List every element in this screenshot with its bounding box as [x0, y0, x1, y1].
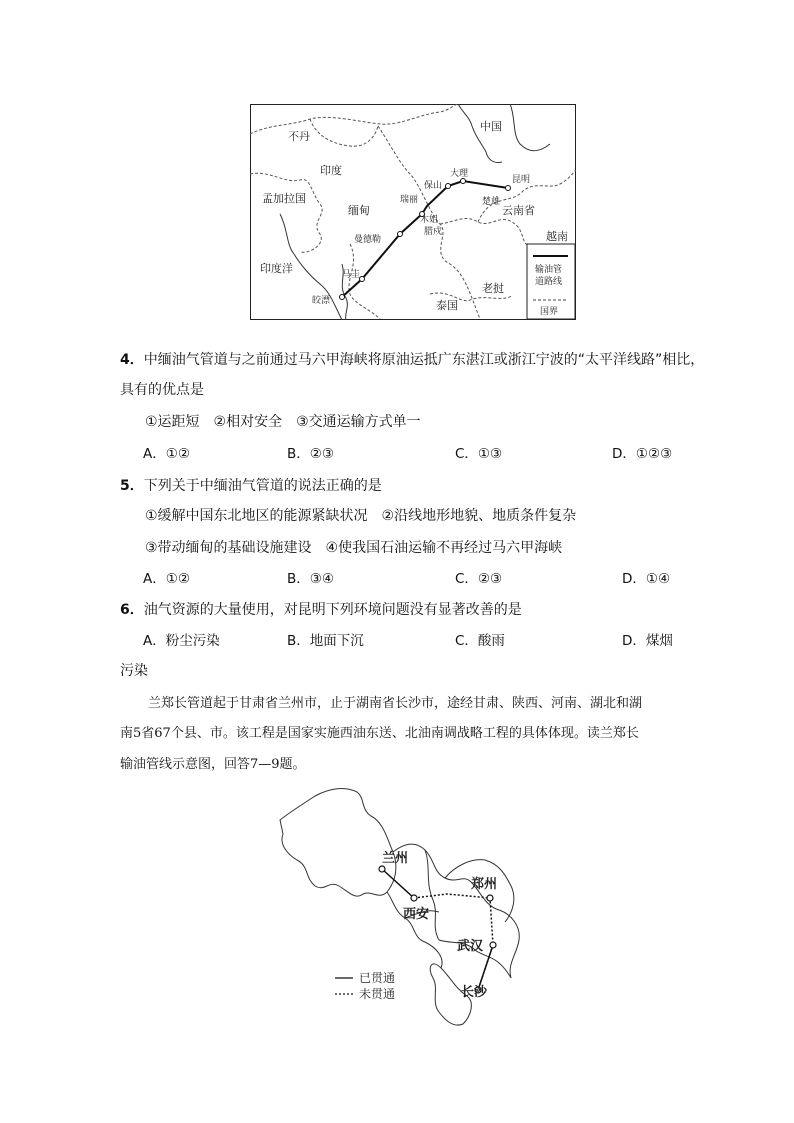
node-wuhan	[490, 942, 496, 948]
intro-line1: 兰郑长管道起于甘肃省兰州市，止于湖南省长沙市，途经甘肃、陕西、河南、湖北和湖	[148, 696, 643, 711]
q5-statements-line2: ③带动缅甸的基础设施建设 ④使我国石油运输不再经过马六甲海峡	[145, 540, 563, 556]
q4-option-a[interactable]: A．①②	[143, 446, 190, 462]
label-bangladesh: 孟加拉国	[262, 192, 306, 205]
q4-stem-line1	[120, 350, 704, 370]
label-baoshan: 保山	[424, 181, 443, 191]
label-ruili: 瑞丽	[400, 195, 419, 205]
label-muse: 木姐	[420, 215, 439, 225]
q6-option-d-wrap: 污染	[120, 663, 148, 679]
china-myanmar-pipeline-map	[250, 104, 576, 320]
label-indian-ocean: 印度洋	[260, 262, 293, 275]
q4-statements: ①运距短 ②相对安全 ③交通运输方式单一	[145, 414, 421, 430]
q5-number: 5．	[120, 478, 144, 494]
label-lashio: 腊戍	[424, 227, 443, 237]
label-china: 中国	[480, 120, 502, 133]
legend-not-completed: 未贯通	[359, 987, 396, 1001]
q6-option-b[interactable]: B．地面下沉	[287, 633, 364, 649]
label-chuxiong: 楚雄	[482, 197, 501, 207]
label-dali: 大理	[450, 169, 469, 179]
label-laos: 老挝	[482, 282, 504, 295]
q6-number: 6．	[120, 602, 144, 618]
q5-option-d[interactable]: D．①④	[622, 571, 671, 587]
legend-border: 国界	[540, 307, 559, 317]
label-vietnam: 越南	[546, 230, 568, 243]
label-xian: 西安	[403, 907, 430, 922]
q5-option-b[interactable]: B．③④	[287, 571, 334, 587]
q5-stem-text: 下列关于中缅油气管道的说法正确的是	[143, 478, 382, 494]
intro-line2: 南5省67个县、市。该工程是国家实施西油东送、北油南调战略工程的具体体现。读兰郑长	[120, 726, 639, 741]
label-wuhan: 武汉	[457, 939, 484, 954]
q4-stem-line2: 具有的优点是	[120, 382, 204, 398]
label-mandalay: 曼德勒	[354, 235, 382, 245]
intro-line3: 输油管线示意图，回答7—9题。	[120, 757, 306, 772]
legend-pipeline-2: 道路线	[535, 277, 563, 287]
q4-option-d[interactable]: D．①②③	[612, 446, 673, 462]
q5-option-c[interactable]: C．②③	[455, 571, 503, 587]
label-changsha: 长沙	[461, 985, 488, 1000]
node-lanzhou	[379, 866, 385, 872]
label-yunnan: 云南省	[502, 204, 535, 217]
label-magway: 马圭	[342, 270, 361, 280]
q4-option-c[interactable]: C．①③	[455, 446, 503, 462]
node-xian	[411, 895, 417, 901]
q4-number: 4．	[120, 352, 144, 368]
q4-option-b[interactable]: B．②③	[287, 446, 334, 462]
label-bhutan: 不丹	[288, 130, 310, 143]
lanzhengchang-pipeline-map	[275, 782, 540, 1028]
label-lanzhou: 兰州	[382, 851, 409, 866]
legend-completed: 已贯通	[359, 971, 396, 985]
label-india: 印度	[320, 164, 342, 177]
q6-option-d[interactable]: D．煤烟	[622, 633, 673, 649]
pipeline-completed-lanzhou-xian	[382, 869, 414, 898]
legend-pipeline-1: 输油管	[535, 265, 563, 275]
label-kyaukpyu: 皎漂	[312, 296, 331, 306]
q6-option-c[interactable]: C．酸雨	[455, 633, 505, 649]
q6-option-a[interactable]: A．粉尘污染	[143, 633, 220, 649]
q4-stem-text: 中缅油气管道与之前通过马六甲海峡将原油运抵广东湛江或浙江宁波的“太平洋线路”相比，	[143, 352, 705, 368]
q6-stem	[120, 600, 522, 620]
label-thailand: 泰国	[436, 299, 458, 312]
q5-stem	[120, 476, 382, 496]
q6-stem-text: 油气资源的大量使用，对昆明下列环境问题没有显著改善的是	[143, 602, 522, 618]
label-myanmar: 缅甸	[348, 204, 370, 217]
label-zhengzhou: 郑州	[471, 877, 498, 892]
q5-option-a[interactable]: A．①②	[143, 571, 190, 587]
node-zhengzhou	[487, 895, 493, 901]
label-kunming: 昆明	[512, 175, 531, 185]
q5-statements-line1: ①缓解中国东北地区的能源紧缺状况 ②沿线地形地貌、地质条件复杂	[145, 508, 577, 524]
